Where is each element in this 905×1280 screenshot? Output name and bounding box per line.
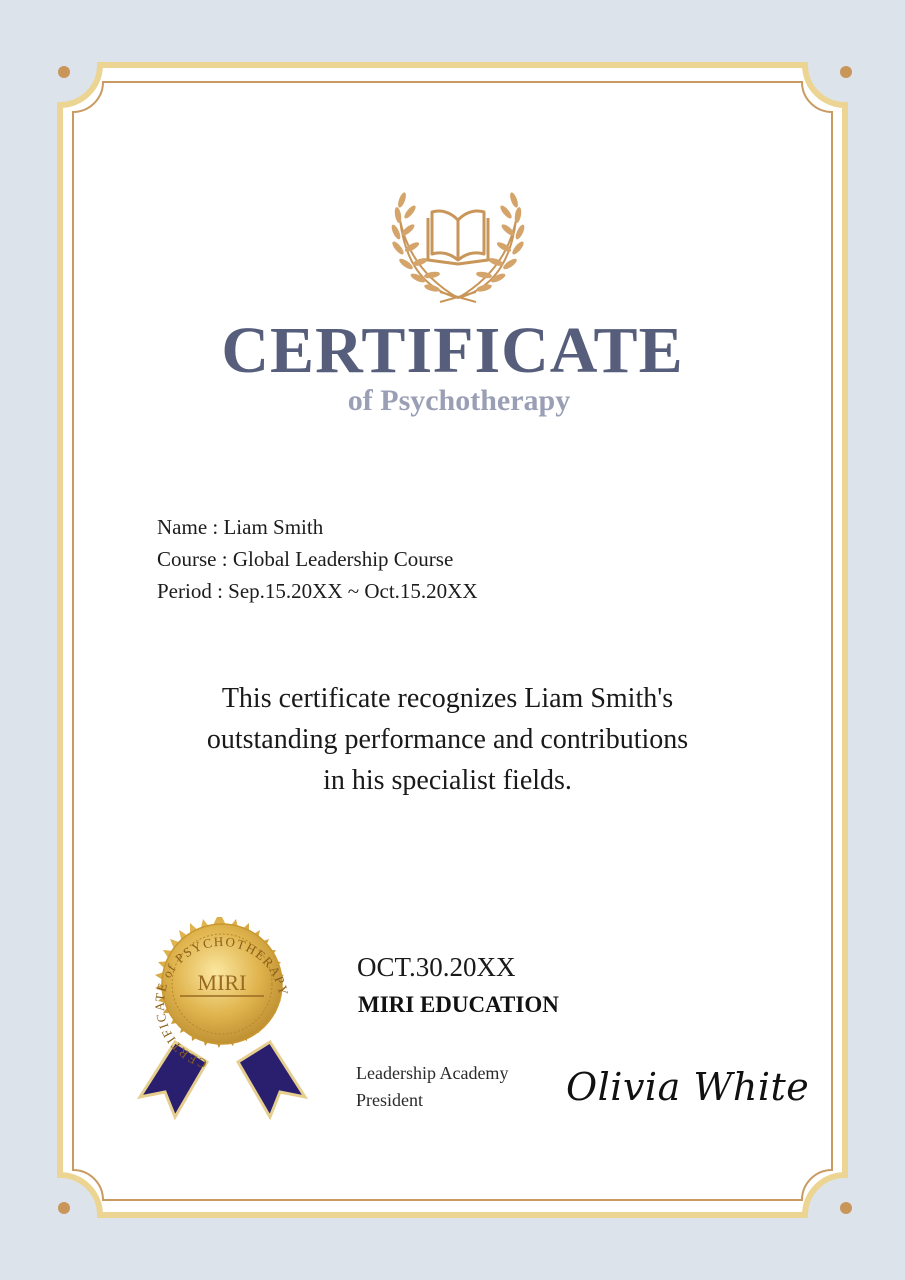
laurel-wreath-open-book-icon	[388, 180, 528, 305]
statement-line: outstanding performance and contributions	[206, 724, 689, 755]
certificate-subtitle: of Psychotherapy	[347, 384, 571, 417]
recipient-name: Name : Liam Smith	[157, 515, 324, 539]
signer-role	[356, 1060, 508, 1114]
issue-date: OCT.30.20XX	[357, 952, 516, 982]
signer-role-line: President	[356, 1090, 423, 1110]
issuing-organization: MIRI EDUCATION	[358, 992, 559, 1017]
course-period: Period : Sep.15.20XX ~ Oct.15.20XX	[157, 579, 478, 603]
gold-seal-ribbon-icon	[135, 912, 310, 1124]
laurel-left	[390, 191, 458, 298]
laurel-right	[458, 191, 526, 298]
statement-line: in his specialist fields.	[323, 765, 572, 796]
signer-role-line: Leadership Academy	[356, 1063, 509, 1083]
certificate-title: CERTIFICATE	[221, 314, 684, 387]
recipient-details	[157, 511, 478, 607]
seal-ring-text: CERTIFICATE of PSYCHOTHERAPY	[151, 933, 292, 1072]
course-name: Course : Global Leadership Course	[157, 547, 454, 571]
recognition-statement	[0, 678, 895, 801]
open-book-icon	[428, 211, 488, 264]
ribbon-icon	[140, 1042, 305, 1117]
signature: Olivia White	[566, 1065, 810, 1109]
statement-line: This certificate recognizes Liam Smith's	[221, 683, 674, 714]
seal-center-text: MIRI	[197, 970, 247, 995]
